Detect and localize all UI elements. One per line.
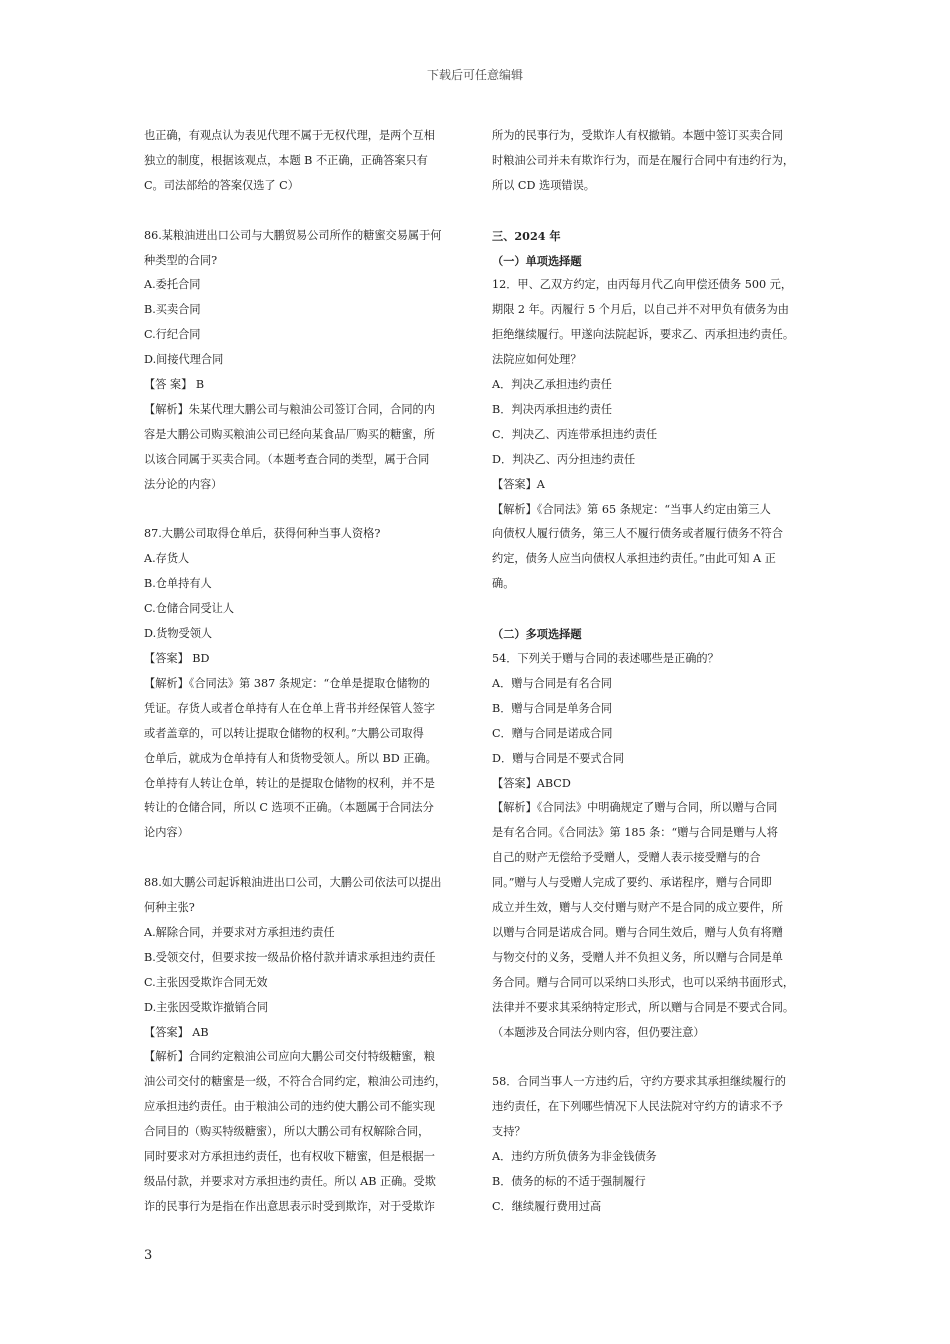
paragraph-gap <box>144 199 462 224</box>
text-line: 54．下列关于赠与合同的表述哪些是正确的？ <box>492 652 719 665</box>
text-line: C．判决乙、丙连带承担违约责任 <box>492 427 658 441</box>
paragraph <box>144 224 462 274</box>
paragraph <box>144 398 462 498</box>
paragraph-gap <box>492 199 810 224</box>
paragraph-line: 论内容） <box>144 826 189 840</box>
text-line: A.解除合同，并要求对方承担违约责任 <box>144 925 335 939</box>
paragraph-line: 支持？ <box>492 1125 526 1139</box>
paragraph-line: 或者盖章的，可以转让提取仓储物的权利。”大鹏公司取得 <box>144 726 424 740</box>
text-line: D．判决乙、丙分担违约责任 <box>492 452 636 466</box>
text-line: C.行纪合同 <box>144 328 201 342</box>
paragraph-line: 86.某粮油进出口公司与大鹏贸易公司所作的糖蜜交易属于何 <box>144 228 442 242</box>
paragraph-line: 仓单持有人转让仓单，转让的是提取仓储物的权利，并不是 <box>144 776 435 790</box>
paragraph <box>492 124 810 199</box>
paragraph-line: 油公司交付的糖蜜是一级，不符合合同约定，粮油公司违约， <box>144 1075 447 1089</box>
paragraph <box>144 124 462 199</box>
text-line: C．继续履行费用过高 <box>492 1199 602 1213</box>
paragraph <box>492 273 810 373</box>
paragraph-line: 同时要求对方承担违约责任，也有权收下糖蜜，但是根据一 <box>144 1150 435 1164</box>
section-heading: 三、2024 年 <box>492 228 561 243</box>
text-line: D.主张因受欺诈撤销合同 <box>144 1000 269 1014</box>
paragraph-line: 与物交付的义务，受赠人并不负担义务，所以赠与合同是单 <box>492 950 783 964</box>
paragraph-gap <box>144 846 462 871</box>
paragraph-line: 合同目的（购买特级糖蜜），所以大鹏公司有权解除合同， <box>144 1125 430 1139</box>
paragraph-line: 向债权人履行债务，第三人不履行债务或者履行债务不符合 <box>492 527 783 541</box>
text-line: A.存货人 <box>144 552 190 566</box>
text-line: A．赠与合同是有名合同 <box>492 676 612 690</box>
paragraph-line: 约定，债务人应当向债权人承担违约责任。”由此可知 A 正 <box>492 552 776 566</box>
left-column <box>144 124 462 1220</box>
paragraph <box>144 871 462 921</box>
page-header: 下载后可任意编辑 <box>426 68 523 82</box>
paragraph-line: （本题涉及合同法分则内容，但仍要注意） <box>492 1025 705 1039</box>
text-line: 【答案】ABCD <box>492 776 571 790</box>
right-column <box>492 124 810 1220</box>
paragraph <box>492 796 810 1045</box>
text-line: C.仓储合同受让人 <box>144 602 235 616</box>
text-line: D.货物受领人 <box>144 627 213 641</box>
paragraph-line: 务合同。赠与合同可以采纳口头形式，也可以采纳书面形式， <box>492 975 795 989</box>
paragraph-line: 期限 2 年。丙履行 5 个月后，以自己并不对甲负有债务为由 <box>492 303 789 317</box>
paragraph-line: 88.如大鹏公司起诉粮油进出口公司，大鹏公司依法可以提出 <box>144 876 442 890</box>
text-line: 【答案】 AB <box>144 1025 209 1039</box>
paragraph-line: C。司法部给的答案仅选了 C） <box>144 178 299 192</box>
paragraph-gap <box>144 498 462 523</box>
paragraph <box>144 672 462 846</box>
paragraph-line: 同。”赠与人与受赠人完成了要约、承诺程序，赠与合同即 <box>492 876 772 890</box>
paragraph-line: 时粮油公司并未有欺诈行为，而是在履行合同中有违约行为， <box>492 153 795 167</box>
text-line: B．债务的标的不适于强制履行 <box>492 1175 646 1189</box>
paragraph-line: 【解析】合同约定粮油公司应向大鹏公司交付特级糖蜜，粮 <box>144 1050 435 1064</box>
paragraph-line: 以赠与合同是诺成合同。赠与合同生效后，赠与人负有将赠 <box>492 925 783 939</box>
paragraph <box>492 498 810 598</box>
paragraph-line: 【解析】《合同法》第 387 条规定：“仓单是提取仓储物的 <box>144 676 430 690</box>
paragraph-line: 【解析】《合同法》第 65 条规定：“当事人约定由第三人 <box>492 502 771 516</box>
paragraph-line: 也正确，有观点认为表见代理不属于无权代理，是两个互相 <box>144 129 435 142</box>
paragraph-line: 自己的财产无偿给予受赠人，受赠人表示接受赠与的合 <box>492 851 761 865</box>
text-line: 【答案】A <box>492 477 545 491</box>
section-heading: （一）单项选择题 <box>492 253 582 268</box>
paragraph-line: 所为的民事行为，受欺诈人有权撤销。本题中签订买卖合同 <box>492 129 783 142</box>
paragraph-line: 容是大鹏公司购买粮油公司已经向某食品厂购买的糖蜜，所 <box>144 427 435 441</box>
text-line: A．违约方所负债务为非金钱债务 <box>492 1150 657 1164</box>
text-line: C.主张因受欺诈合同无效 <box>144 975 268 989</box>
paragraph-line: 独立的制度，根据该观点，本题 B 不正确，正确答案只有 <box>144 153 428 167</box>
paragraph-line: 凭证。存货人或者仓单持有人在仓单上背书并经保管人签字 <box>144 701 435 715</box>
paragraph-line: 违约责任，在下列哪些情况下人民法院对守约方的请求不予 <box>492 1100 783 1114</box>
text-line: A.委托合同 <box>144 278 201 292</box>
text-line: B.仓单持有人 <box>144 577 212 591</box>
text-line: B.受领交付，但要求按一级品价格付款并请求承担违约责任 <box>144 950 436 964</box>
paragraph-line: 应承担违约责任。由于粮油公司的违约使大鹏公司不能实现 <box>144 1100 435 1114</box>
text-line: B.买卖合同 <box>144 303 201 317</box>
paragraph <box>144 1045 462 1219</box>
paragraph-line: 法分论的内容） <box>144 477 223 491</box>
text-line: D.间接代理合同 <box>144 353 224 367</box>
paragraph-line: 诈的民事行为是指在作出意思表示时受到欺诈，对于受欺诈 <box>144 1199 435 1213</box>
paragraph-line: 法院应如何处理？ <box>492 353 582 367</box>
paragraph-line: 以该合同属于买卖合同。（本题考查合同的类型，属于合同 <box>144 452 430 466</box>
paragraph-line: 12．甲、乙双方约定，由丙每月代乙向甲偿还债务 500 元， <box>492 278 793 292</box>
paragraph <box>492 1070 810 1145</box>
section-heading: （二）多项选择题 <box>492 627 582 642</box>
text-line: D．赠与合同是不要式合同 <box>492 751 625 765</box>
paragraph-line: 【解析】《合同法》中明确规定了赠与合同，所以赠与合同 <box>492 801 778 815</box>
paragraph-line: 何种主张? <box>144 901 195 915</box>
paragraph-line: 所以 CD 选项错误。 <box>492 178 595 192</box>
paragraph-line: 级品付款，并要求对方承担违约责任。所以 AB 正确。受欺 <box>144 1175 436 1189</box>
paragraph-line: 是有名合同。《合同法》第 185 条：“赠与合同是赠与人将 <box>492 826 778 840</box>
text-line: C．赠与合同是诺成合同 <box>492 726 613 740</box>
paragraph-line: 【解析】朱某代理大鹏公司与粮油公司签订合同，合同的内 <box>144 402 435 416</box>
paragraph-line: 拒绝继续履行。甲遂向法院起诉，要求乙、丙承担违约责任。 <box>492 328 795 342</box>
paragraph-line: 仓单后，就成为仓单持有人和货物受领人。所以 BD 正确。 <box>144 751 437 765</box>
paragraph-line: 确。 <box>492 577 515 591</box>
paragraph-line: 法律并不要求其采纳特定形式，所以赠与合同是不要式合同。 <box>492 1000 795 1014</box>
text-line: 【答 案】 B <box>144 378 205 392</box>
text-line: 【答案】 BD <box>144 652 210 665</box>
paragraph-gap <box>492 597 810 622</box>
page-number: 3 <box>144 1248 153 1263</box>
text-line: 87.大鹏公司取得仓单后，获得何种当事人资格? <box>144 527 381 541</box>
paragraph-line: 转让的仓储合同，所以 C 选项不正确。（本题属于合同法分 <box>144 801 434 815</box>
text-line: A．判决乙承担违约责任 <box>492 378 612 392</box>
text-line: B．赠与合同是单务合同 <box>492 701 613 715</box>
paragraph-line: 种类型的合同? <box>144 253 218 267</box>
text-line: B．判决丙承担违约责任 <box>492 402 613 416</box>
paragraph-line: 成立并生效，赠与人交付赠与财产不是合同的成立要件，所 <box>492 901 783 915</box>
paragraph-line: 58．合同当事人一方违约后，守约方要求其承担继续履行的 <box>492 1075 786 1089</box>
paragraph-gap <box>492 1046 810 1071</box>
